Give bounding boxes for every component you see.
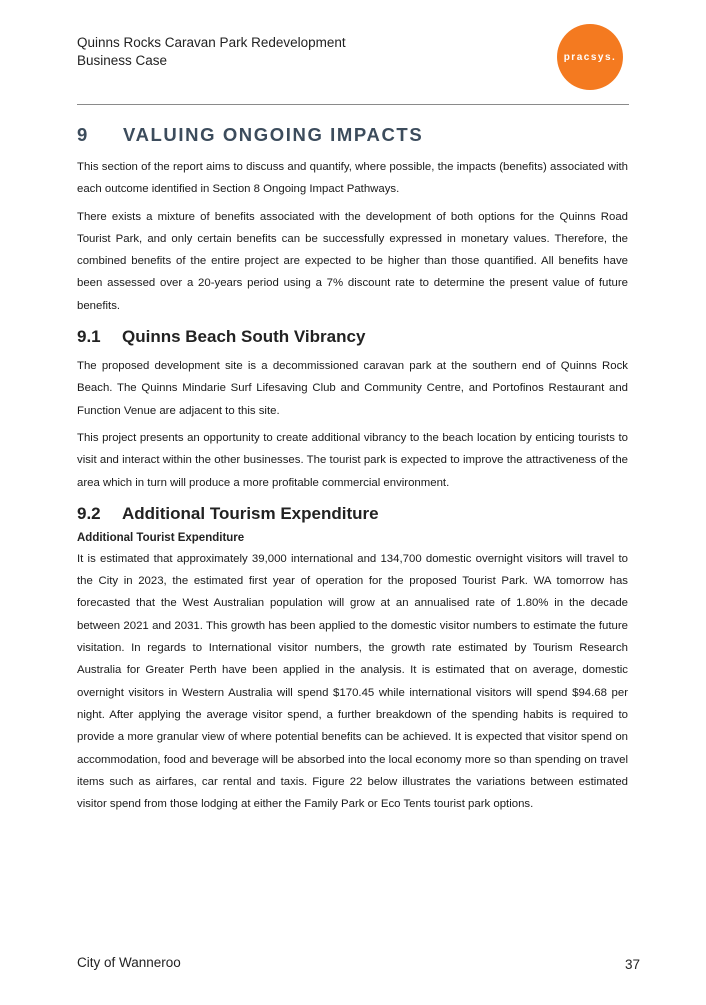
footer-organisation: City of Wanneroo [77,955,181,970]
section-paragraph-2: There exists a mixture of benefits associated with the development of both options for the Quinns Road Tourist Park, and only certain benefits can be successfully expressed in monetary values. Therefore, the combined benefits of the entire project are expected to be higher than those quantified. All benefits have been assessed over a 20-years period using a 7% discount rate to determine the present value of future benefits. [77,210,628,312]
subheading-tourist-expenditure: Additional Tourist Expenditure [77,531,245,544]
section-heading [77,124,628,146]
subsection-9-1-paragraph-2: This project presents an opportunity to create additional vibrancy to the beach location by enticing tourists to visit and interact within the other businesses. The tourist park is expected to improve the attractiveness of the area which in turn will produce a more profitable commercial environment. [77,431,628,489]
document-header [77,34,346,70]
subsection-9-1-paragraph-1: The proposed development site is a decommissioned caravan park at the southern end of Quinns Rock Beach. The Quinns Mindarie Surf Lifesaving Club and Community Centre, and Portofinos Restaurant and Function Venue are adjacent to this site. [77,360,628,417]
header-line-1: Quinns Rocks Caravan Park Redevelopment [77,35,346,50]
subsection-title: Quinns Beach South Vibrancy [122,327,366,347]
subsection-heading-9-2 [77,504,628,524]
logo-text: pracsys. [563,51,617,63]
pracsys-logo [557,24,623,90]
subsection-number: 9.1 [77,327,101,347]
header-divider [77,104,629,105]
section-number: 9 [77,124,89,145]
header-line-2: Business Case [77,53,168,68]
subsection-title: Additional Tourism Expenditure [122,503,379,523]
section-title: VALUING ONGOING IMPACTS [123,124,424,145]
section-paragraph-1: This section of the report aims to discuss and quantify, where possible, the impacts (benefits) associated with each outcome identified in Section 8 Ongoing Impact Pathways. [77,161,628,196]
page-content [77,124,628,820]
subsection-heading-9-1 [77,327,628,347]
subsection-number: 9.2 [77,503,101,523]
subsection-9-2-paragraph-1: It is estimated that approximately 39,000 international and 134,700 domestic overnight visitors will travel to the City in 2023, the estimated first year of operation for the proposed Tourist Park. WA tomorrow has forecasted that the West Australian population will grow at an annualised rate of 1.80% in the decade between 2021 and 2031. This growth has been applied to the domestic visitor numbers to estimate the future visitation. In regards to International visitor numbers, the growth rate estimated by Tourism Research Australia for Greater Perth have been applied in the analysis. It is estimated that on average, domestic overnight visitors in Western Australia will spend $170.45 while international visitors will spend $94.68 per night. After applying the average visitor spend, a further breakdown of the spending habits is required to provide a more granular view of where potential benefits can be achieved. It is expected that visitor spend on accommodation, food and beverage will be absorbed into the local economy more so than spending on travel items such as airfares, car rental and taxis. Figure 22 below illustrates the variations between estimated visitor spend from those lodging at either the Family Park or Eco Tents tourist park options. [77,552,628,811]
page-number: 37 [624,957,640,972]
